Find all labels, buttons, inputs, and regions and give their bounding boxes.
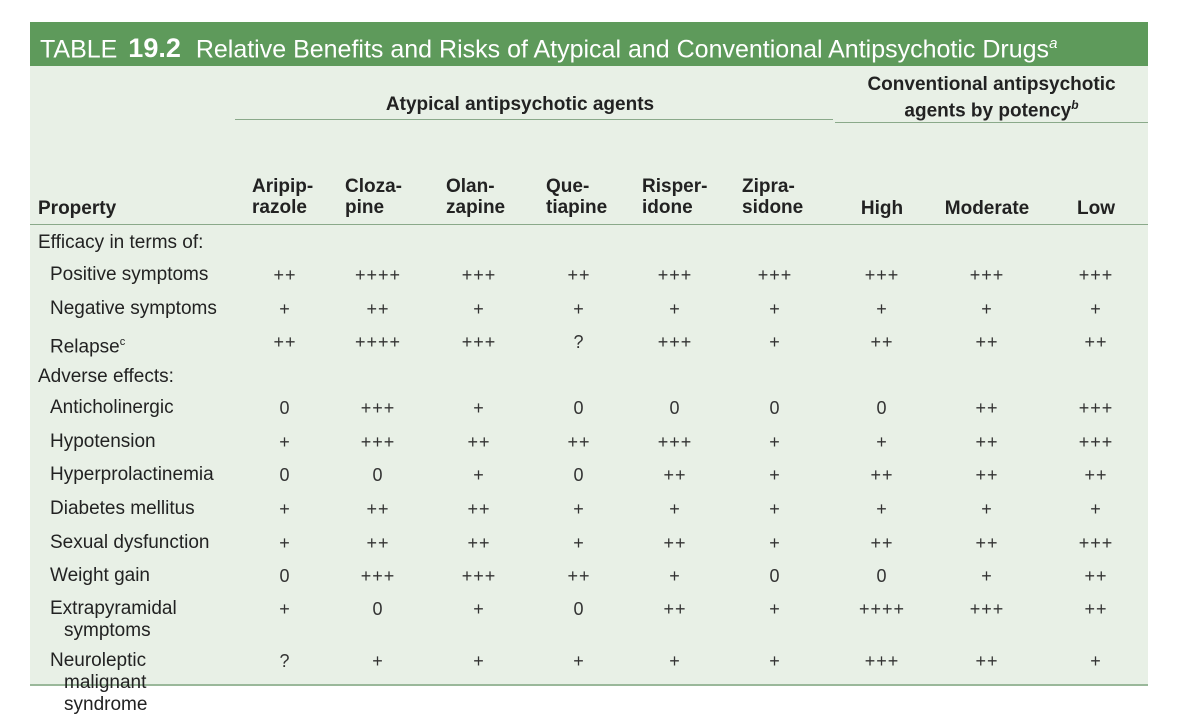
row-label	[50, 598, 177, 642]
table-cell: +++	[864, 651, 900, 671]
title-footnote: a	[1049, 35, 1058, 52]
table-cell: ++	[273, 332, 297, 352]
table-cell: ++	[1084, 465, 1108, 485]
table-cell: ++	[663, 533, 687, 553]
table-number: 19.2	[128, 33, 181, 64]
table-cell: +++	[657, 265, 693, 285]
column-header	[446, 176, 542, 218]
table-cell: +	[473, 599, 485, 619]
row-label-text: Negative symptoms	[50, 298, 217, 319]
table-cell: +	[981, 299, 993, 319]
table-cell: ++	[870, 533, 894, 553]
table-cell: +	[769, 651, 781, 671]
table-cell: ++	[1084, 566, 1108, 586]
table-cell: ++++	[354, 265, 402, 285]
table-cell: +	[769, 465, 781, 485]
row-label	[50, 532, 210, 554]
table-cell: ++	[975, 465, 999, 485]
group-rule-atypical	[235, 119, 833, 120]
row-label-text: Hyperprolactinemia	[50, 464, 214, 485]
table-row	[30, 294, 1148, 327]
table-title-text: Relative Benefits and Risks of Atypical and Conventional Antipsychotic Drugs	[195, 35, 1050, 64]
table-cell: ++	[366, 499, 390, 519]
row-label-text: Sexual dysfunction	[50, 532, 210, 553]
column-header-line2: pine	[345, 197, 385, 218]
row-label	[50, 431, 156, 453]
table-cell: +	[669, 651, 681, 671]
group-header-conventional-line1: Conventional antipsychotic	[867, 74, 1116, 95]
table-cell: ++	[975, 398, 999, 418]
table-cell: +++	[657, 332, 693, 352]
property-header: Property	[38, 198, 117, 219]
table-cell: +++	[864, 265, 900, 285]
table-cell: +	[372, 651, 384, 671]
row-label	[50, 464, 214, 486]
group-header-conventional	[835, 74, 1148, 121]
table-cell: +	[981, 499, 993, 519]
table-cell: +	[669, 499, 681, 519]
header-rule	[30, 224, 1148, 225]
table-cell: +	[981, 566, 993, 586]
row-label	[50, 498, 195, 520]
table-cell: ++	[567, 265, 591, 285]
group-header-conventional-line2: agents by potency	[904, 100, 1072, 122]
column-header	[742, 176, 838, 218]
column-header	[939, 198, 1035, 219]
table-cell: +++	[657, 432, 693, 452]
table-cell: +	[573, 651, 585, 671]
table-cell: 0	[876, 398, 888, 418]
column-header-line1: Aripip-	[252, 176, 314, 197]
table-cell: ++	[366, 533, 390, 553]
table-row	[30, 528, 1148, 561]
group-header-conventional-line2-wrap	[835, 95, 1148, 121]
table-cell: +++	[1078, 432, 1114, 452]
column-header-line2: tiapine	[546, 197, 608, 218]
table-cell: +	[573, 299, 585, 319]
table-cell: ++++	[858, 599, 906, 619]
table-cell: +++	[969, 599, 1005, 619]
table-cell: 0	[372, 465, 384, 485]
table-cell: +++	[461, 265, 497, 285]
table-cell: ++	[567, 432, 591, 452]
column-header	[546, 176, 642, 218]
row-label-text: Diabetes mellitus	[50, 498, 195, 519]
table-cell: +	[573, 499, 585, 519]
row-label	[50, 298, 217, 320]
table-cell: 0	[669, 398, 681, 418]
table-cell: +	[473, 299, 485, 319]
column-header-line2: Low	[1077, 198, 1115, 219]
column-header-line1: Cloza-	[345, 176, 402, 197]
table-cell: ++	[870, 332, 894, 352]
table-title	[30, 22, 1148, 66]
table-cell: +	[769, 332, 781, 352]
table-cell: +++	[360, 432, 396, 452]
table-cell: 0	[876, 566, 888, 586]
row-footnote: c	[119, 336, 126, 348]
table-cell: ++	[467, 499, 491, 519]
table-cell: +	[769, 533, 781, 553]
table-cell: ++	[366, 299, 390, 319]
table-label: TABLE	[40, 35, 118, 64]
table-cell: 0	[573, 465, 585, 485]
table-cell: +	[769, 599, 781, 619]
column-header-line2: Moderate	[944, 198, 1030, 219]
table-cell: ?	[573, 332, 585, 352]
table-cell: ++	[975, 533, 999, 553]
table-body	[30, 66, 1148, 715]
table-cell: ++	[663, 599, 687, 619]
table-cell: 0	[279, 566, 291, 586]
table-cell: 0	[573, 599, 585, 619]
table-cell: +	[573, 533, 585, 553]
table-row	[30, 427, 1148, 460]
table-cell: ++++	[354, 332, 402, 352]
table-cell: +++	[1078, 265, 1114, 285]
table-cell: 0	[279, 465, 291, 485]
conventional-footnote: b	[1071, 98, 1079, 112]
table-row	[30, 460, 1148, 493]
table-cell: +	[876, 499, 888, 519]
column-header-line1: Olan-	[446, 176, 495, 197]
table-cell: +++	[360, 566, 396, 586]
table-row	[30, 494, 1148, 527]
table-cell: +	[769, 299, 781, 319]
column-header-line1: Risper-	[642, 176, 708, 197]
row-label-text: Positive symptoms	[50, 264, 209, 285]
table-cell: 0	[279, 398, 291, 418]
table-cell: ++	[975, 651, 999, 671]
row-label	[50, 565, 150, 587]
table-cell: +++	[1078, 533, 1114, 553]
table-cell: +++	[461, 566, 497, 586]
table-cell: +++	[360, 398, 396, 418]
table-cell: +	[876, 299, 888, 319]
column-header-line2: High	[860, 198, 904, 219]
column-header-line1: Zipra-	[742, 176, 795, 197]
column-header	[1048, 198, 1144, 219]
column-header-line2: zapine	[446, 197, 506, 218]
row-label-line: malignant	[64, 672, 147, 693]
row-label	[50, 264, 208, 286]
row-label	[50, 397, 174, 419]
table-row	[30, 260, 1148, 293]
column-header	[834, 198, 930, 219]
row-label-line: syndrome	[64, 694, 148, 715]
table-cell: ++	[1084, 599, 1108, 619]
table-cell: ++	[273, 265, 297, 285]
table-cell: +	[473, 398, 485, 418]
column-header-line2: idone	[642, 197, 693, 218]
section-label-efficacy: Efficacy in terms of:	[38, 232, 204, 253]
table-cell: +	[279, 499, 291, 519]
table-cell: +	[1090, 499, 1102, 519]
table-cell: +	[473, 465, 485, 485]
table-cell: ++	[467, 533, 491, 553]
group-rule-conventional	[835, 122, 1148, 123]
section-label-adverse: Adverse effects:	[38, 366, 174, 387]
table-cell: ++	[567, 566, 591, 586]
column-header-line1: Que-	[546, 176, 590, 197]
table-cell: +	[279, 599, 291, 619]
row-label-line: Extrapyramidal	[50, 598, 177, 619]
table-cell: ++	[870, 465, 894, 485]
row-label-text: Weight gain	[50, 565, 150, 586]
table-cell: 0	[769, 398, 781, 418]
row-label-text: Relapse	[50, 336, 120, 358]
section-row-efficacy	[30, 226, 1148, 259]
table-frame	[30, 22, 1148, 715]
row-label-text: Hypotension	[50, 431, 156, 452]
table-cell: ++	[1084, 332, 1108, 352]
table-cell: +++	[757, 265, 793, 285]
table-row	[30, 327, 1148, 360]
table-cell: +	[1090, 651, 1102, 671]
table-cell: +++	[1078, 398, 1114, 418]
table-cell: +	[769, 499, 781, 519]
table-cell: ++	[467, 432, 491, 452]
table-row	[30, 646, 1148, 715]
group-header-atypical: Atypical antipsychotic agents	[385, 94, 655, 115]
row-label-line: symptoms	[64, 620, 151, 641]
table-cell: ++	[975, 332, 999, 352]
column-header	[252, 176, 348, 218]
table-cell: +	[876, 432, 888, 452]
table-row	[30, 594, 1148, 641]
table-cell: +	[473, 651, 485, 671]
section-row-adverse	[30, 360, 1148, 393]
table-cell: +++	[969, 265, 1005, 285]
table-cell: +	[279, 299, 291, 319]
table-cell: +	[769, 432, 781, 452]
column-header-line2: razole	[252, 197, 307, 218]
table-cell: ++	[663, 465, 687, 485]
row-label	[50, 331, 125, 358]
table-row	[30, 393, 1148, 426]
table-row	[30, 561, 1148, 594]
column-header	[345, 176, 441, 218]
column-header-line2: sidone	[742, 197, 804, 218]
table-cell: +	[279, 432, 291, 452]
table-cell: +	[279, 533, 291, 553]
table-cell: ?	[279, 651, 291, 671]
column-header	[642, 176, 738, 218]
table-cell: +++	[461, 332, 497, 352]
row-label-text: Anticholinergic	[50, 397, 174, 418]
table-cell: 0	[573, 398, 585, 418]
row-label-line: Neuroleptic	[50, 650, 147, 671]
table-cell: +	[669, 299, 681, 319]
table-cell: 0	[769, 566, 781, 586]
table-cell: +	[1090, 299, 1102, 319]
table-cell: 0	[372, 599, 384, 619]
table-cell: +	[669, 566, 681, 586]
table-cell: ++	[975, 432, 999, 452]
row-label	[50, 650, 147, 716]
